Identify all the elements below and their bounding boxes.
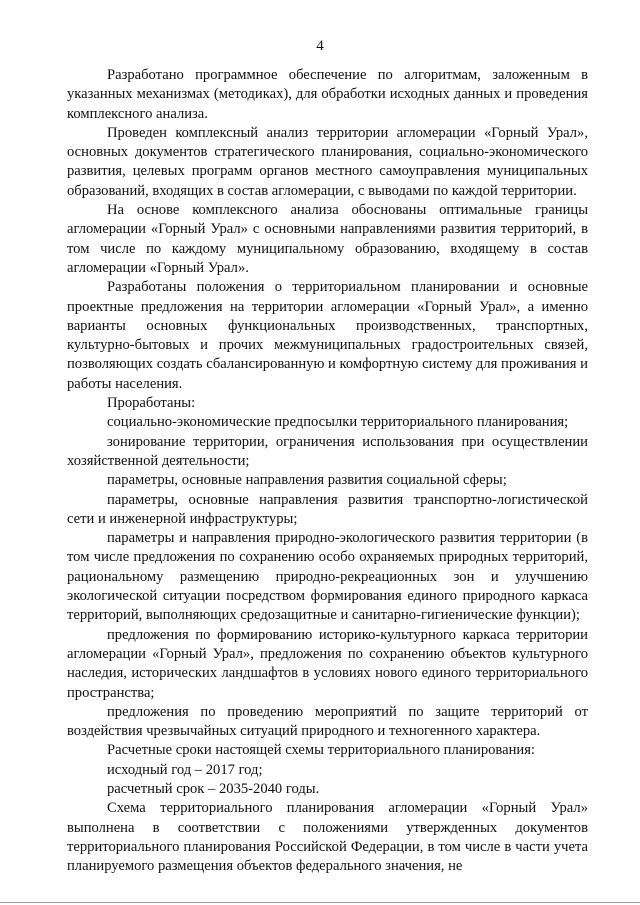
paragraph-calculation-terms: Расчетные сроки настоящей схемы территориального планирования:	[107, 742, 535, 759]
paragraph-planning-provisions: Разработаны положения о территориальном планировании и основные проектные предложения на территории агломерации «Горный Урал», а именно варианты основных функциональных производственных, транспортных, культурно-бытовых и прочих межмуниципальных градостроительных связей, позволяющих создать сбалансированную и комфортную систему для проживания и работы населения.	[67, 279, 588, 392]
paragraph-worked-out-heading: Проработаны:	[107, 395, 196, 412]
list-item-emergency-protection: предложения по проведению мероприятий по защите территорий от воздействия чрезвычайных ситуаций природного и техногенного характера.	[67, 703, 588, 740]
list-item-zoning: зонирование территории, ограничения использования при осуществлении хозяйственной деятельности;	[67, 433, 588, 469]
list-item-cultural-heritage: предложения по формированию историко-культурного каркаса территории агломерации «Горный Урал», предложения по сохранению объектов культурного наследия, исторических ландшафтов в условиях нового единого территориального пространства;	[67, 626, 588, 701]
paragraph-scheme-compliance: Схема территориального планирования агломерации «Горный Урал» выполнена в соответствии с положениями утвержденных документов территориального планирования Российской Федерации, в том числе в части учета планируемого размещения объектов федерального значения, не	[67, 800, 588, 875]
paragraph-base-year: исходный год – 2017 год;	[107, 761, 263, 778]
list-item-ecology: параметры и направления природно-экологического развития территории (в том числе предложения по сохранению особо охраняемых природных территорий, рациональному размещению природно-рекреационных зон и улучшению экологической ситуации посредством формирования единого природного каркаса территорий, выполняющих средозащитные и санитарно-гигиенические функции);	[67, 530, 588, 624]
paragraph-software: Разработано программное обеспечение по алгоритмам, заложенным в указанных механизмах (методиках), для обработки исходных данных и проведения комплексного анализа.	[67, 67, 588, 122]
page-bottom-divider	[0, 902, 640, 903]
paragraph-complex-analysis: Проведен комплексный анализ территории агломерации «Горный Урал», основных документов стратегического планирования, социально-экономического развития, целевых программ органов местного самоуправления муниципальных образований, входящих в состав агломерации, с выводами по каждой территории.	[67, 124, 588, 199]
document-body	[67, 66, 588, 876]
paragraph-boundaries: На основе комплексного анализа обоснованы оптимальные границы агломерации «Горный Урал» с основными направлениями развития территорий, в том числе по каждому муниципальному образованию, входящему в состав агломерации «Горный Урал».	[67, 202, 588, 276]
page-number: 4	[316, 38, 324, 54]
paragraph-target-term: расчетный срок – 2035-2040 годы.	[107, 780, 320, 797]
list-item-social-sphere: параметры, основные направления развития социальной сферы;	[107, 472, 507, 489]
list-item-transport: параметры, основные направления развития транспортно-логистической сети и инженерной инфраструктуры;	[67, 491, 588, 527]
list-item-socio-economic: социально-экономические предпосылки территориального планирования;	[107, 414, 569, 431]
